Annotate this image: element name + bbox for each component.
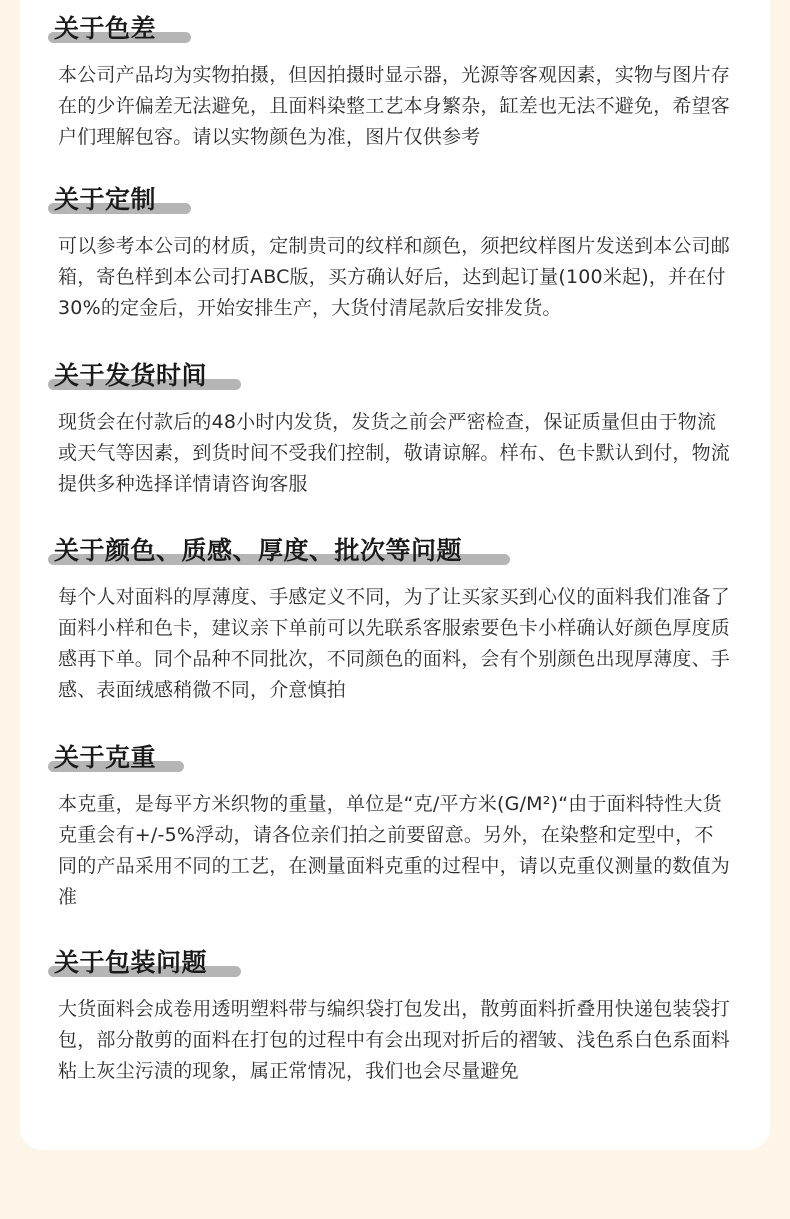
section-body: 可以参考本公司的材质，定制贵司的纹样和颜色，须把纹样图片发送到本公司邮箱，寄色样到本公司打ABC版，买方确认好后，达到起订量(100米起)，并在付30%的定金后，开始安排生产，大货付清尾款后安排发货。 <box>58 235 731 319</box>
section-body: 本公司产品均为实物拍摄，但因拍摄时显示器，光源等客观因素，实物与图片存在的少许偏差无法避免，且面料染整工艺本身繁杂，缸差也无法不避免，希望客户们理解包容。请以实物颜色为准，图片仅供参考 <box>58 64 731 148</box>
section-title: 关于色差 <box>54 14 157 43</box>
section-body: 本克重，是每平方米织物的重量，单位是“克/平方米(G/M²)“由于面料特性大货克重会有+/-5%浮动，请各位亲们拍之前要留意。另外，在染整和定型中，不同的产品采用不同的工艺，在测量面料克重的过程中，请以克重仪测量的数值为准 <box>58 793 731 908</box>
content-card <box>20 0 770 1150</box>
section-title: 关于克重 <box>54 743 157 772</box>
section-body: 现货会在付款后的48小时内发货，发货之前会严密检查，保证质量但由于物流或天气等因素，到货时间不受我们控制，敬请谅解。样布、色卡默认到付，物流提供多种选择详情请咨询客服 <box>58 411 731 495</box>
section-body: 每个人对面料的厚薄度、手感定义不同，为了让买家买到心仪的面料我们准备了面料小样和色卡，建议亲下单前可以先联系客服索要色卡小样确认好颜色厚度质感再下单。同个品种不同批次，不同颜色的面料，会有个别颜色出现厚薄度、手感、表面绒感稍微不同，介意慎拍 <box>58 586 731 701</box>
section-title: 关于包装问题 <box>54 948 208 977</box>
section-title: 关于定制 <box>54 185 157 214</box>
section-body: 大货面料会成卷用透明塑料带与编织袋打包发出，散剪面料折叠用快递包装袋打包，部分散剪的面料在打包的过程中有会出现对折后的褶皱、浅色系白色系面料粘上灰尘污渍的现象，属正常情况，我们也会尽量避免 <box>58 998 731 1082</box>
section-title: 关于发货时间 <box>54 361 208 390</box>
section-title: 关于颜色、质感、厚度、批次等问题 <box>54 536 463 565</box>
